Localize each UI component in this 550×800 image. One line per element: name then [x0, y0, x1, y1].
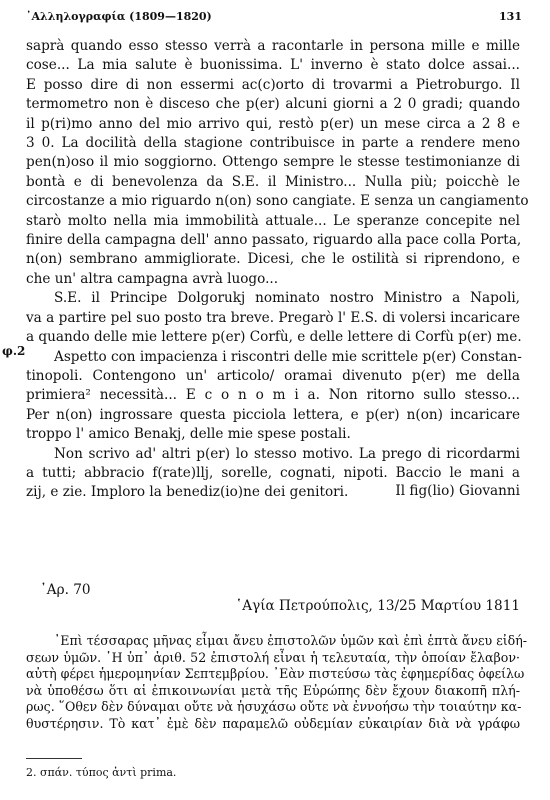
text-line: il p(ri)mo anno del mio arrivo qui, restò p(er) un mese circa a 2 8 e: [26, 115, 520, 132]
text-line: 3 0. La docilità della stagione contribuisce in parte a rendere meno: [26, 135, 520, 152]
text-line: circostanze a mio riguardo n(on) sono cangiate. E senza un cangiamento: [26, 193, 529, 210]
place-date: ῾Αγία Πετρούπολις, 13/25 Μαρτίου 1811: [235, 598, 520, 614]
running-header: [26, 10, 522, 26]
text-line: E posso dire di non essermi ac(c)orto di trovarmi a Pietroburgo. Il: [26, 76, 520, 93]
text-line: termometro non è disceso che p(er) alcuni giorni a 2 0 gradi; quando: [26, 96, 520, 113]
text-line: bontà e di benevolenza da S.E. il Ministro... Nulla più; poicchè le: [26, 173, 520, 190]
running-title: ᾿Αλληλογραφία (1809—1820): [26, 10, 212, 23]
text-line: ᾿Επὶ τέσσαρας μῆνας εἶμαι ἄνευ ἐπιστολῶν ὑμῶν καὶ ἐπὶ ἑπτὰ ἄνευ εἰδή-: [54, 633, 528, 648]
text-line: tinopoli. Contengono un' articolo/ oramai divenuto p(er) me della: [26, 367, 520, 384]
letter-number: ᾿Αρ. 70: [40, 582, 91, 598]
greek-letter-body: [26, 633, 528, 733]
text-line: θυστέρησιν. Τὸ κατ᾿ ἐμὲ δὲν παραμελῶ οὐδεμίαν εὐκαιρίαν διὰ νὰ γράφω: [26, 715, 520, 731]
text-line: che un' altra campagna avrà luogo...: [26, 270, 279, 287]
text-line: zij, e zie. Imploro la benediz(io)ne dei genitori.: [26, 484, 349, 501]
text-line: S.E. il Principe Dolgorukj nominato nostro Ministro a Napoli,: [54, 290, 520, 307]
folio-margin-mark: φ.2: [2, 344, 26, 358]
text-line: a quando delle mie lettere p(er) Corfù, e delle lettere di Corfù p(er) me.: [26, 329, 522, 346]
text-line: ρως. ῞Οθεν δὲν δύναμαι οὔτε νὰ ἡσυχάσω οὔτε νὰ ἐννοήσω τὴν τοιαύτην κα-: [26, 699, 522, 715]
text-line: troppo l' amico Benakj, delle mie spese postali.: [26, 426, 351, 443]
text-line: αὐτὴ φέρει ἡμερομηνίαν Σεπτεμβρίου. ᾿Εὰν πιστεύσω τὰς ἐφημερίδας ὀφείλω: [26, 666, 525, 682]
text-line: finire della campagna dell' anno passato, riguardo alla pace colla Porta,: [26, 232, 522, 249]
text-line: va a partire pel suo posto tra breve. Pregarò l' E.S. di volersi incaricare: [26, 309, 520, 326]
text-line: Aspetto con impacienza i riscontri delle mie scrittele p(er) Constan-: [54, 348, 522, 365]
footnote: 2. σπάν. τύπος ἀντὶ prima.: [26, 766, 177, 779]
text-line: σεων ὑμῶν. ῾Η ὑπ᾿ ἀριθ. 52 ἐπιστολή εἶναι ἡ τελευταία, τὴν ὁποίαν ἔλαβον·: [26, 649, 520, 665]
text-line: n(on) sembrano ammigliorate. Dicesi, che le ostilità si riprendono, e: [26, 251, 520, 268]
text-line: pen(n)oso il mio soggiorno. Ottengo sempre le stesse testimonianze di: [26, 154, 520, 171]
text-line: Per n(on) ingrossare questa picciola lettera, e p(er) n(on) incaricare: [26, 406, 520, 423]
footnote-rule: [26, 758, 82, 759]
italian-letter-body: [26, 37, 529, 503]
text-line: νὰ ὑποθέσω ὅτι αἱ ἐπικοινωνίαι μετὰ τῆς Εὐρώπης δὲν ἔχουν διακοπῆ πλή-: [26, 682, 520, 698]
text-line: cose... La mia salute è buonissima. L' inverno è stato dolce assai...: [26, 57, 520, 74]
text-line: saprà quando esso stesso verrà a racontarle in persona mille e mille: [26, 38, 520, 54]
text-line: Non scrivo ad' altri p(er) lo stesso motivo. La prego di ricordarmi: [54, 445, 520, 462]
signature: Il fig(lio) Giovanni: [395, 483, 520, 499]
page-number: 131: [499, 10, 522, 23]
text-line: a tutti; abbracio f(rate)llj, sorelle, cognati, nipoti. Baccio le mani a: [26, 464, 520, 481]
text-line: starò molto nella mia immobilità attuale... Le speranze concepite nel: [26, 212, 520, 229]
text-line: primiera² necessità... E c o n o m i a. Non ritorno sullo stesso...: [26, 387, 520, 404]
